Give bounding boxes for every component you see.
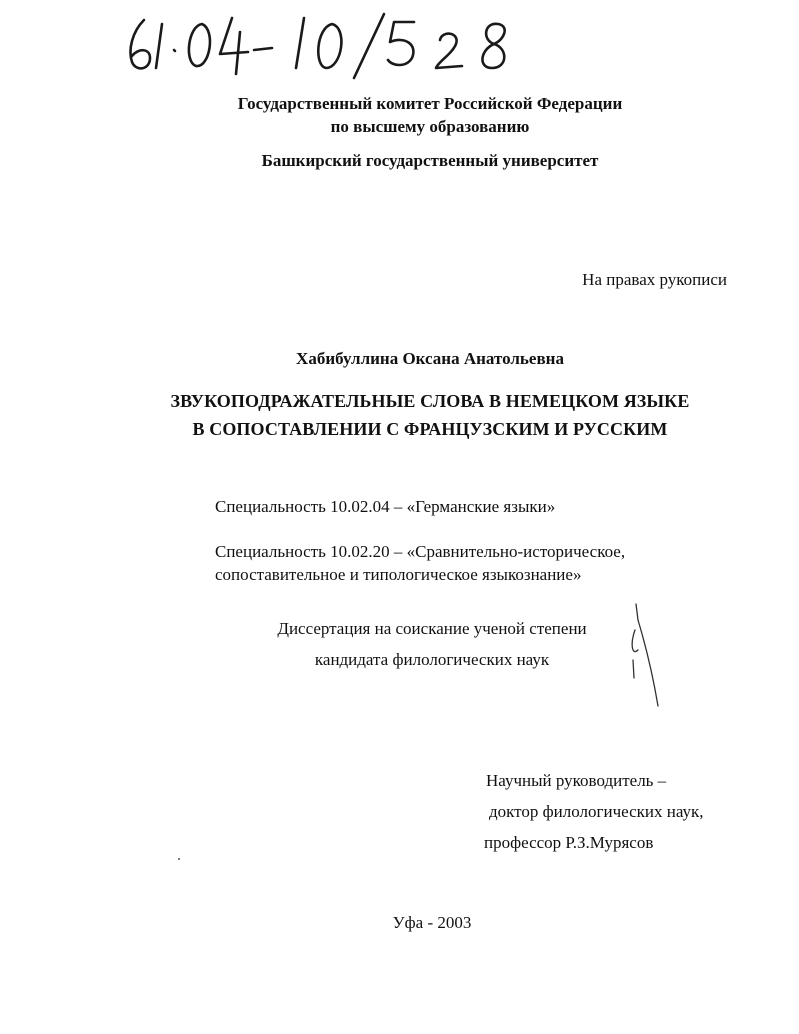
ministry-line-2: по высшему образованию (330, 117, 530, 136)
supervisor-line-2: доктор филологических наук, (489, 802, 704, 821)
thesis-degree (0, 613, 799, 675)
city-year: Уфа - 2003 (392, 913, 472, 932)
specialty-1: Специальность 10.02.04 – «Германские языки» (215, 497, 556, 516)
title-line-1: ЗВУКОПОДРАЖАТЕЛЬНЫЕ СЛОВА В НЕМЕЦКОМ ЯЗЫКЕ (170, 391, 690, 411)
manuscript-note: На правах рукописи (582, 270, 727, 289)
handwritten-archive-number (122, 10, 542, 82)
pen-margin-mark (622, 600, 662, 710)
title-line-2: В СОПОСТАВЛЕНИИ С ФРАНЦУЗСКИМ И РУССКИМ (192, 419, 668, 439)
specialty-2 (215, 540, 625, 586)
ministry-header (0, 92, 799, 138)
scan-speck (178, 858, 180, 860)
specialty-2-line-1: Специальность 10.02.20 – «Сравнительно-историческое, (215, 542, 626, 561)
supervisor-line-3: профессор Р.З.Мурясов (484, 833, 654, 852)
supervisor-line-1: Научный руководитель – (486, 771, 667, 790)
thesis-line-2: кандидата филологических наук (314, 650, 550, 669)
university-name: Башкирский государственный университет (261, 151, 599, 170)
specialty-2-line-2: сопоставительное и типологическое языкознание» (215, 565, 582, 584)
author-name: Хабибуллина Оксана Анатольевна (296, 349, 564, 368)
thesis-title (0, 387, 799, 443)
supervisor-block (486, 765, 704, 858)
thesis-line-1: Диссертация на соискание ученой степени (277, 619, 587, 638)
ministry-line-1: Государственный комитет Российской Федерации (237, 94, 623, 113)
